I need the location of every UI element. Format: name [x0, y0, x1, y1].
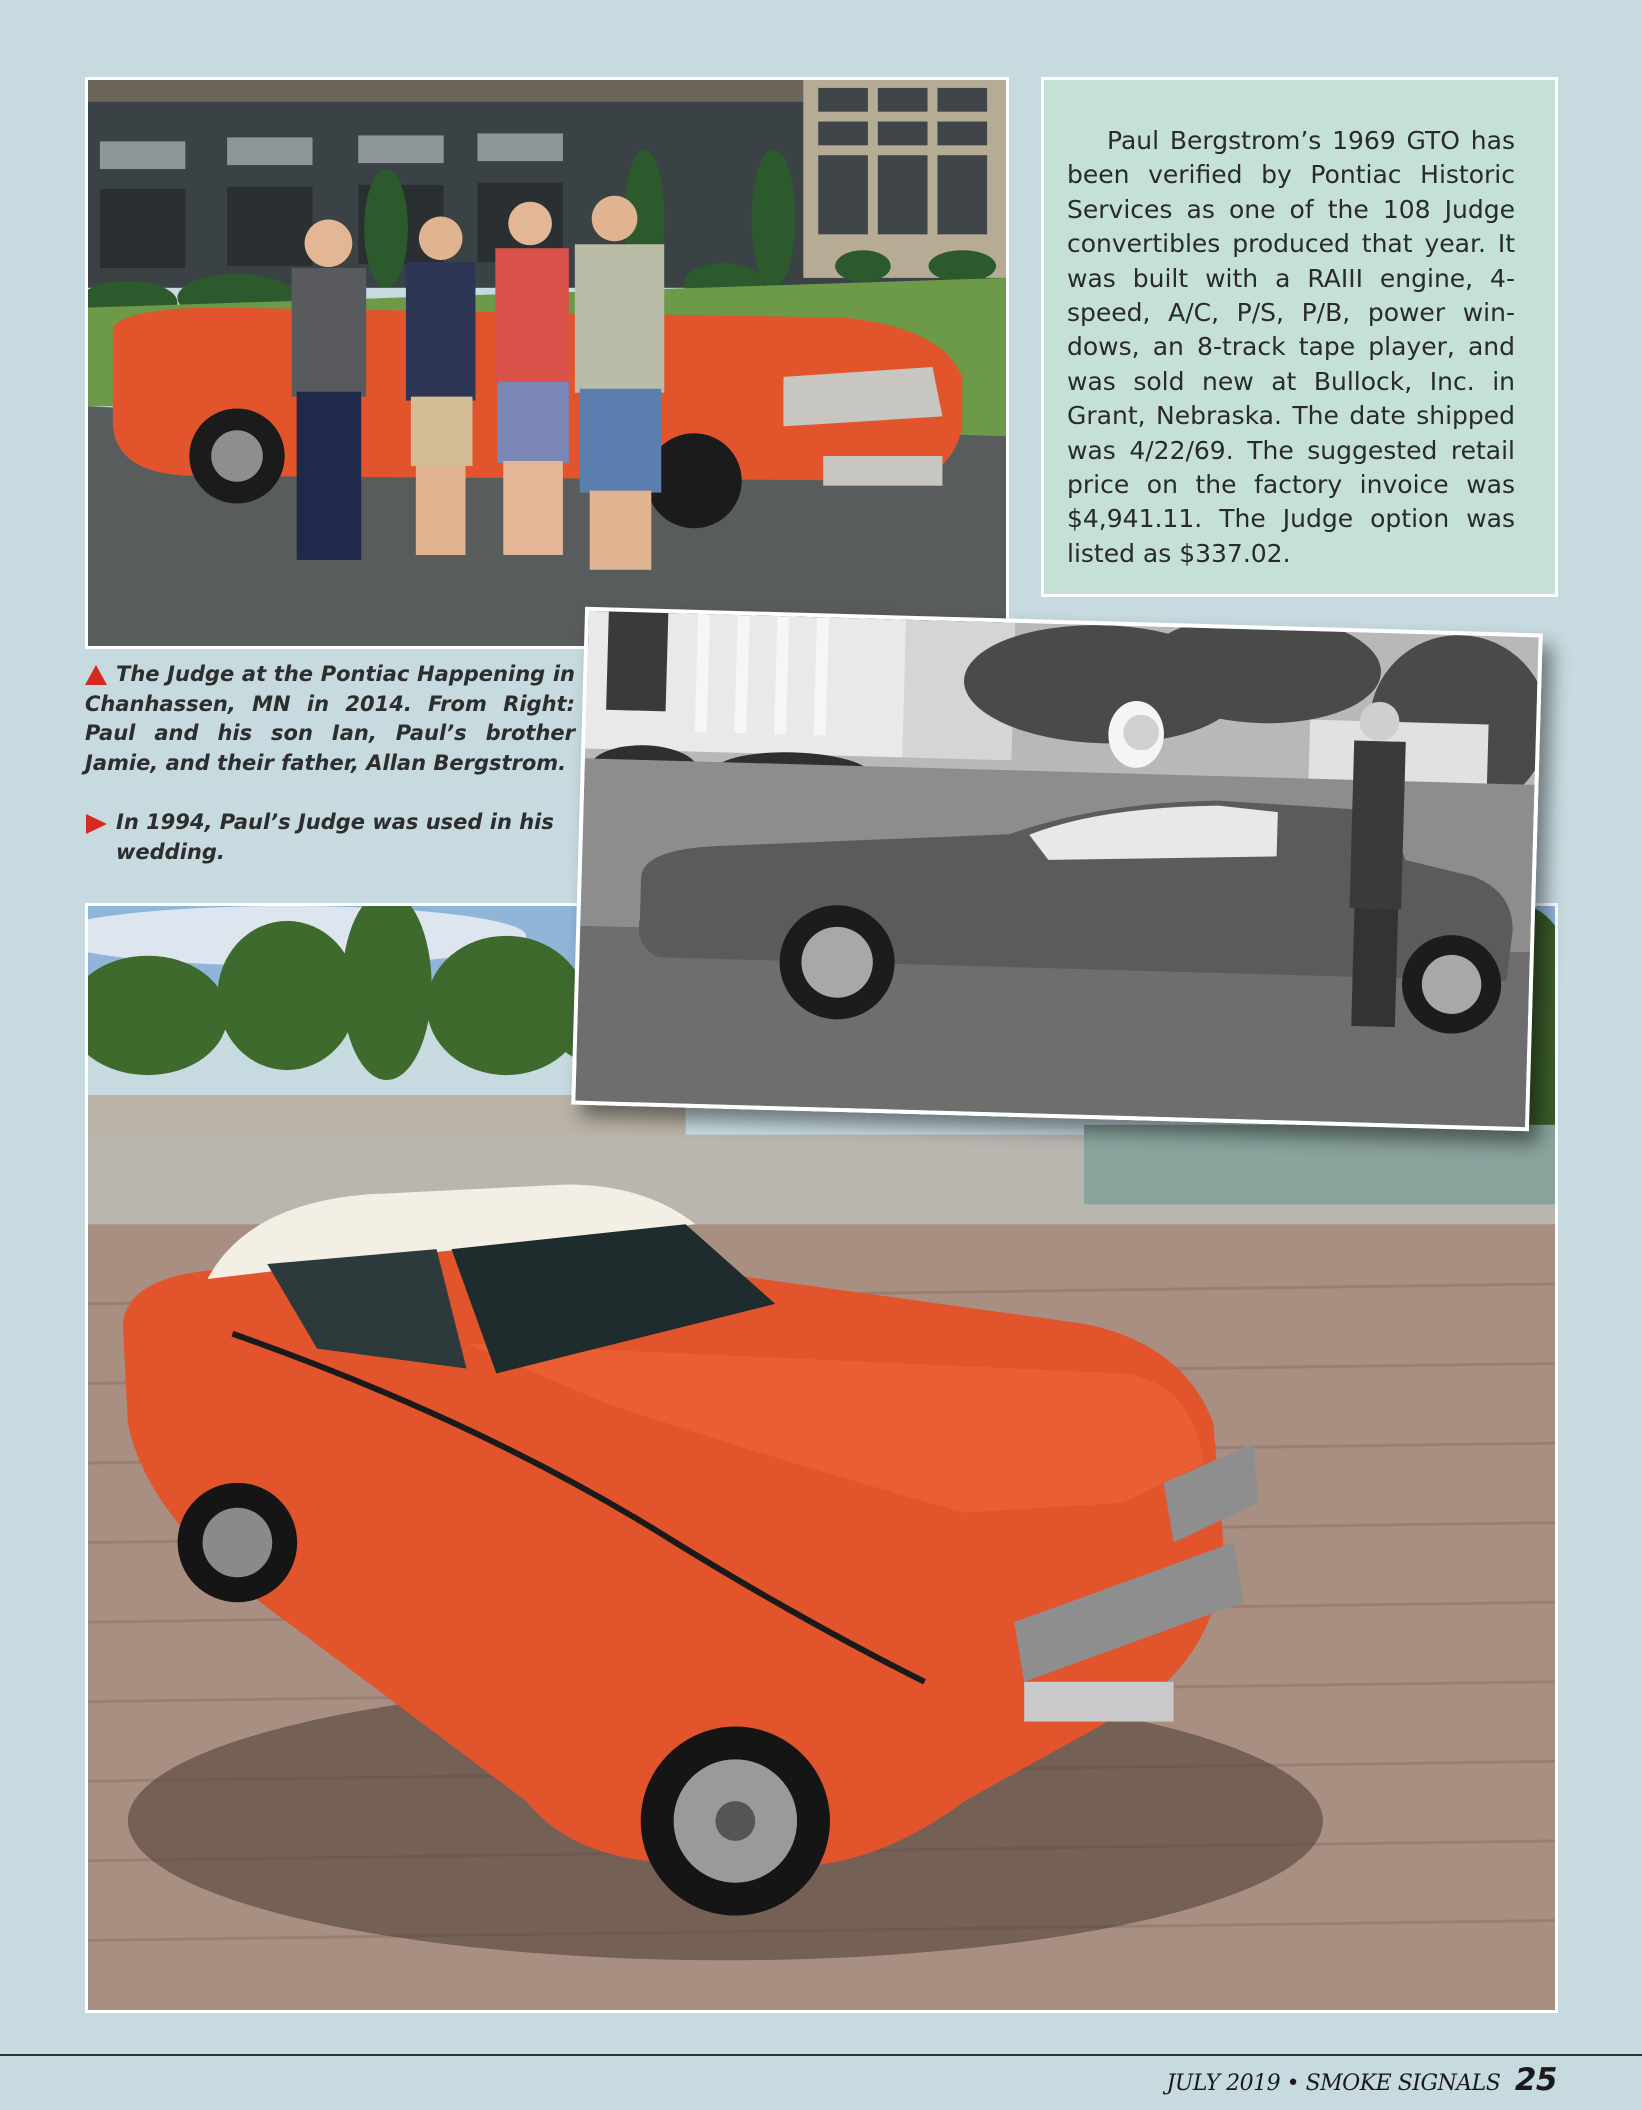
footer-separator: • [1286, 2071, 1300, 2096]
footer-magazine: SMOKE SIGNALS [1305, 2071, 1501, 2096]
footer-issue: JULY 2019 [1166, 2071, 1281, 2096]
page-number: 25 [1514, 2062, 1557, 2098]
info-paragraph: Paul Bergstrom’s 1969 GTO has been verified by Pontiac Historic Services as one of the 108 Judge convertibles produced that year. It was built with a RAIII engine, 4-speed, A/C, P/S, P/B, power windows, an 8-track tape player, and was sold new at Bullock, Inc. in Grant, Nebraska. The date shipped was 4/22/69. The suggested retail price on the factory invoice was $4,941.11. The Judge option was listed as $337.02. [1067, 126, 1515, 568]
caption-family-text: The Judge at the Pontiac Happening in Chanhassen, MN in 2014. From Right: Paul and his son Ian, Paul’s brother Jamie, and their father, Allan Bergstrom. [85, 662, 575, 775]
caption-wedding-photo: In 1994, Paul’s Judge was used in his wedding. [116, 810, 554, 864]
family-photo [85, 77, 1009, 649]
info-box [1041, 77, 1558, 597]
page-footer [1167, 2062, 1557, 2098]
footer-rule [0, 2054, 1642, 2056]
wedding-photo [571, 607, 1543, 1132]
caption-family-photo [85, 660, 575, 778]
